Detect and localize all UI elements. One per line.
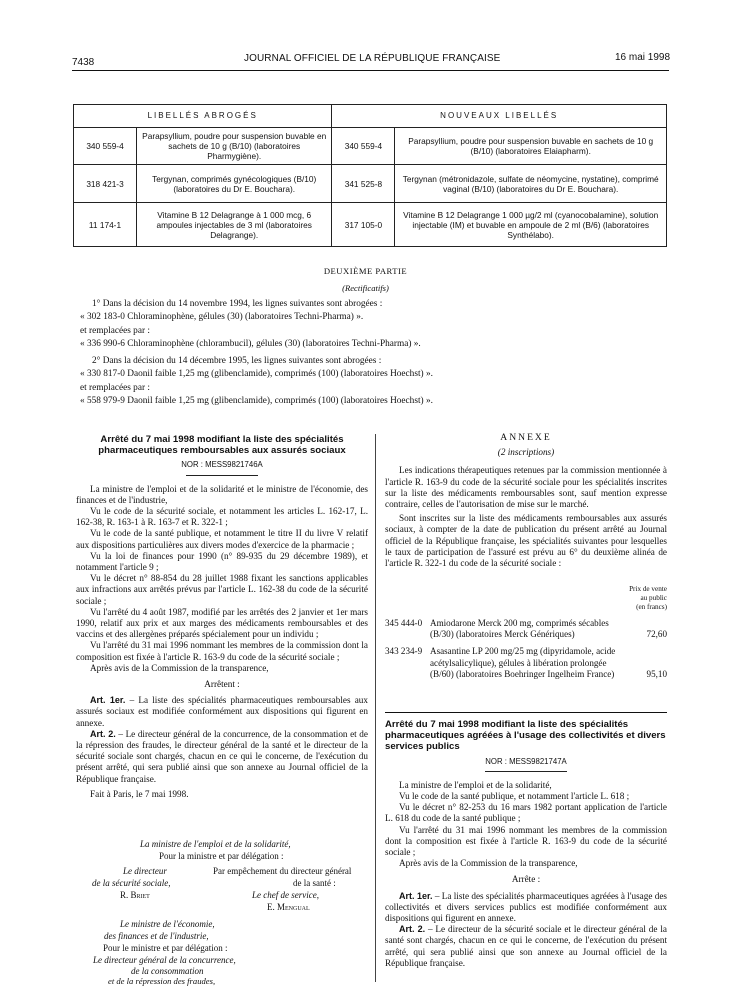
dgccrf-title: Le directeur général de la concurrence, xyxy=(93,955,236,965)
old-labels-header: LIBELLÉS ABROGÉS xyxy=(74,105,332,128)
title-rule xyxy=(485,771,567,772)
old-code: 340 559-4 xyxy=(74,128,137,165)
art-1-text: – La liste des spécialités pharmaceutiques remboursables aux assurés sociaux est modifiée conformément aux dispositions qui figurent en annexe. xyxy=(76,695,368,728)
price-header xyxy=(615,585,667,612)
page-header xyxy=(0,51,731,67)
old-label: Tergynan, comprimés gynécologiques (B/10) (laboratoires du Dr E. Bouchara). xyxy=(137,165,332,203)
dir-ss-title: Le directeur xyxy=(123,866,167,876)
part-heading: DEUXIÈME PARTIE xyxy=(323,266,408,276)
signatory-minister-2b: des finances et de l'industrie, xyxy=(104,931,209,941)
chef-de-service: Le chef de service, xyxy=(252,890,319,900)
art-2-text: – Le directeur de la sécurité sociale et le directeur général de la santé sont chargés, chacun en ce qui le concerne, de l'exécution du présent arrêté, qui sera publié ainsi que son annexe au Journal officiel de la République française. xyxy=(385,924,667,968)
page-number: 7438 xyxy=(72,57,95,68)
arrete-2-p2: Vu le code de la santé publique, et notamment l'article L. 618 ; xyxy=(399,791,630,802)
dgccrf-title-2: de la consommation xyxy=(131,966,204,976)
column-divider xyxy=(375,434,376,982)
product-price: 95,10 xyxy=(646,668,667,679)
price-header-3: (en francs) xyxy=(636,603,667,611)
journal-title: JOURNAL OFFICIEL DE LA RÉPUBLIQUE FRANÇAISE xyxy=(244,53,501,64)
annexe-sub: (2 inscriptions) xyxy=(497,447,555,458)
labels-table xyxy=(73,104,667,247)
delegation-2: Pour le ministre et par délégation : xyxy=(103,943,228,953)
table-row xyxy=(74,203,667,247)
old-label: Parapsyllium, poudre pour suspension buvable en sachets de 10 g (B/10) (laboratoires Pharmygiène). xyxy=(137,128,332,165)
new-label: Vitamine B 12 Delagrange 1 000 µg/2 ml (cyanocobalamine), solution injectable (IM) et buvable en ampoule de 2 ml (B/6) (laboratoires Synthélabo). xyxy=(395,203,667,247)
issue-date: 16 mai 1998 xyxy=(615,52,671,63)
arrete-1-p5: Vu le décret n° 88-854 du 28 juillet 1988 fixant les sanctions applicables aux infractions aux arrêtés prévus par l'article L. 162-38 du code de la sécurité sociale ; xyxy=(76,573,368,606)
list-item xyxy=(385,618,667,640)
new-label: Tergynan (métronidazole, sulfate de néomycine, nystatine), comprimé vaginal (B/10) (laboratoires du Dr E. Bouchara). xyxy=(395,165,667,203)
rectif-1: 1° Dans la décision du 14 novembre 1994, les lignes suivantes sont abrogées : xyxy=(92,299,383,309)
rectif-1-replaced: et remplacées par : xyxy=(80,326,150,336)
old-label: Vitamine B 12 Delagrange à 1 000 mcg, 6 ampoules injectables de 3 ml (laboratoires Delagrange). xyxy=(137,203,332,247)
arrete-2-p3: Vu le décret n° 82-253 du 16 mars 1982 portant application de l'article L. 618 du code de la santé publique ; xyxy=(385,802,667,824)
new-label: Parapsyllium, poudre pour suspension buvable en sachets de 10 g (B/10) (laboratoires Elaiapharm). xyxy=(395,128,667,165)
rectif-1-line: « 302 183-0 Chloraminophène, gélules (30) (laboratoires Techni-Pharma) ». xyxy=(80,312,364,322)
annexe-p1: Les indications thérapeutiques retenues par la commission mentionnée à l'article R. 163-9 du code de la sécurité sociale pour les spécialités inscrites sur la liste des médicaments remboursables sont, sauf mention expresse contraire, celles de l'autorisation de mise sur le marché. xyxy=(385,465,667,510)
arrete-1-p3: Vu le code de la santé publique, et notamment le titre II du livre V relatif aux dispositions particulières aux divers modes d'exercice de la pharmacie ; xyxy=(76,528,368,550)
header-rule xyxy=(72,70,669,71)
new-code: 341 525-8 xyxy=(332,165,395,203)
art-1-label: Art. 1er. xyxy=(399,890,433,901)
delegation-1: Pour la ministre et par délégation : xyxy=(159,851,284,861)
price-header-1: Prix de vente xyxy=(629,585,667,593)
title-rule xyxy=(186,475,258,476)
rectif-2: 2° Dans la décision du 14 décembre 1995, les lignes suivantes sont abrogées : xyxy=(92,356,382,366)
dir-ss-name: R. Briet xyxy=(120,890,150,900)
empechement-2: de la santé : xyxy=(293,878,336,888)
section-rule xyxy=(385,712,667,713)
arrete-2-p4: Vu l'arrêté du 31 mai 1996 nommant les membres de la commission dont la composition est fixée à l'article R. 163-9 du code de la sécurité sociale ; xyxy=(385,824,667,858)
annexe xyxy=(385,432,667,569)
chef-de-service-name: E. Mengual xyxy=(267,902,310,912)
art-1-text: – La liste des spécialités pharmaceutiques agréées à l'usage des collectivités et divers services publics est modifiée conformément aux dispositions qui figurent en annexe. xyxy=(385,890,667,924)
signatory-minister-1: La ministre de l'emploi et de la solidarité, xyxy=(140,839,291,849)
table-header-row xyxy=(74,105,667,128)
dir-ss-title-2: de la sécurité sociale, xyxy=(92,878,171,888)
dgccrf-title-3: et de la répression des fraudes, xyxy=(108,976,216,986)
rectif-2-line: « 330 817-0 Daonil faible 1,25 mg (glibenclamide), comprimés (100) (laboratoires Hoechst) ». xyxy=(80,369,433,379)
rectif-1-new: « 336 990-6 Chloraminophène (chlorambucil), gélules (30) (laboratoires Techni-Pharma) ». xyxy=(80,339,421,349)
arrete-2-arrete: Arrête : xyxy=(511,874,541,885)
art-2-label: Art. 2. xyxy=(90,728,116,739)
arrete-2-p5: Après avis de la Commission de la transparence, xyxy=(399,858,578,869)
rectif-2-replaced: et remplacées par : xyxy=(80,383,150,393)
table-row xyxy=(74,165,667,203)
annexe-p2: Sont inscrites sur la liste des médicaments remboursables aux assurés sociaux, à compter de la date de publication du présent arrêté au Journal officiel de la République française, les spécialités suivantes pour lesquelles le taux de participation de l'assuré est prévu au 6° du deuxième alinéa de l'article R. 322-1 du code de la sécurité sociale : xyxy=(385,513,667,569)
product-code: 343 234-9 xyxy=(385,646,423,657)
arrete-1-p4: Vu la loi de finances pour 1990 (n° 89-935 du 29 décembre 1989), et notamment l'article 9 ; xyxy=(76,550,368,573)
product-list xyxy=(385,618,667,680)
old-code: 11 174-1 xyxy=(74,203,137,247)
list-item xyxy=(385,646,667,680)
art-2-label: Art. 2. xyxy=(399,924,426,935)
new-labels-header: NOUVEAUX LIBELLÉS xyxy=(332,105,667,128)
product-desc: Asasantine LP 200 mg/25 mg (dipyridamole, acide acétylsalicylique), gélules à libération prolongée (B/60) (laboratoires Boehringer Ingelheim France) xyxy=(430,646,616,679)
arrete-1-p6: Vu l'arrêté du 4 août 1987, modifié par les arrêtés des 2 janvier et 1er mars 1990, relatif aux prix et aux marges des médicaments remboursables et des vaccins et des allergènes préparés spécialement pour un individu ; xyxy=(76,606,368,640)
product-desc: Amiodarone Merck 200 mg, comprimés sécables (B/30) (laboratoires Merck Génériques) xyxy=(430,618,609,640)
table-row xyxy=(74,128,667,165)
arrete-1-arretent: Arrêtent : xyxy=(204,679,240,690)
arrete-1-p1: La ministre de l'emploi et de la solidarité et le ministre de l'économie, des finances et de l'industrie, xyxy=(76,483,368,505)
new-code: 317 105-0 xyxy=(332,203,395,247)
part-subheading: (Rectificatifs) xyxy=(342,283,389,293)
arrete-1 xyxy=(76,434,368,800)
arrete-2-nor: NOR : MESS9821747A xyxy=(485,756,567,766)
product-price: 72,60 xyxy=(646,629,667,640)
old-code: 318 421-3 xyxy=(74,165,137,203)
product-code: 345 444-0 xyxy=(385,618,423,628)
art-2-text: – Le directeur général de la concurrence, de la consommation et de la répression des fraudes, le directeur général de la santé et le directeur de la sécurité sociale sont chargés, chacun en ce qui le concerne, de l'exécution du présent arrêté, qui sera publié ainsi que son annexe au Journal officiel de la République française. xyxy=(76,728,368,784)
fait-a-paris: Fait à Paris, le 7 mai 1998. xyxy=(90,788,189,799)
arrete-1-p7: Vu l'arrêté du 31 mai 1996 nommant les membres de la commission dont la composition est fixée à l'article R. 163-9 du code de la sécurité sociale ; xyxy=(76,640,368,662)
arrete-2-title: Arrêté du 7 mai 1998 modifiant la liste des spécialités pharmaceutiques agréées à l'usage des collectivités et divers services publics xyxy=(385,719,666,753)
arrete-1-p8: Après avis de la Commission de la transparence, xyxy=(90,662,269,673)
rectif-2-new: « 558 979-9 Daonil faible 1,25 mg (glibenclamide), comprimés (100) (laboratoires Hoechst) ». xyxy=(80,396,433,406)
price-header-2: au public xyxy=(640,594,667,602)
signatory-minister-2: Le ministre de l'économie, xyxy=(120,919,215,929)
new-code: 340 559-4 xyxy=(332,128,395,165)
arrete-2-p1: La ministre de l'emploi et de la solidarité, xyxy=(399,779,552,790)
annexe-heading: ANNEXE xyxy=(500,432,552,443)
arrete-1-nor: NOR : MESS9821746A xyxy=(181,460,263,470)
empechement-1: Par empêchement du directeur général xyxy=(213,866,352,876)
arrete-1-p2: Vu le code de la sécurité sociale, et notamment les articles L. 162-17, L. 162-38, R. 163-1 à R. 163-7 et R. 322-1 ; xyxy=(76,506,368,528)
arrete-1-title: Arrêté du 7 mai 1998 modifiant la liste des spécialités pharmaceutiques remboursables aux assurés sociaux xyxy=(98,434,346,457)
arrete-2 xyxy=(385,712,667,969)
art-1-label: Art. 1er. xyxy=(90,695,126,706)
